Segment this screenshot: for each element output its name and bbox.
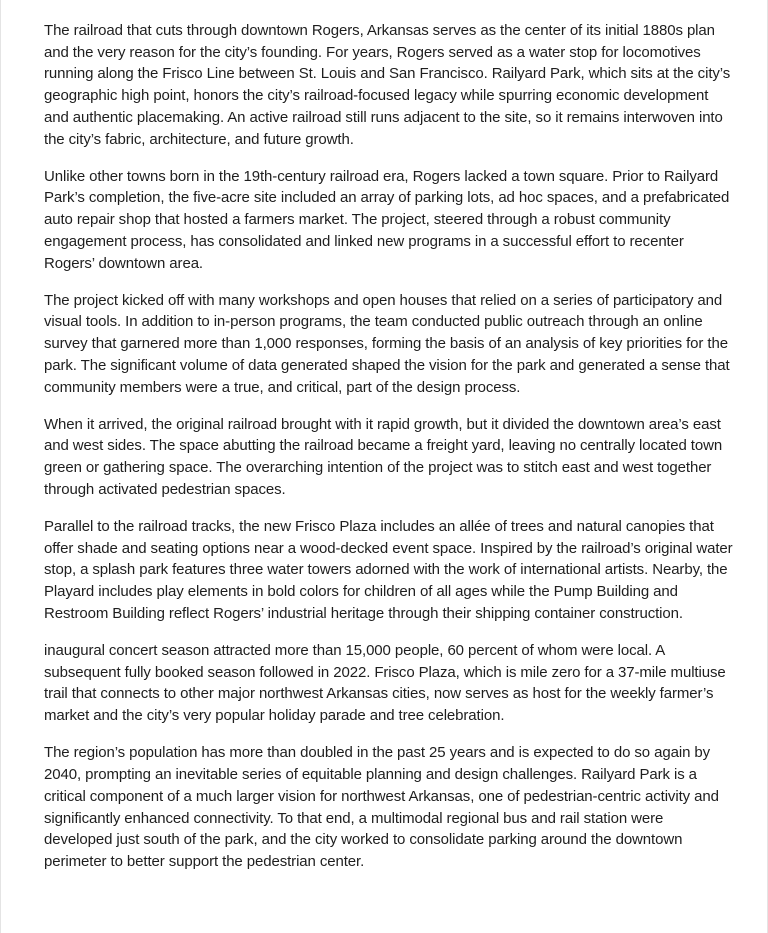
- paragraph-railroad-history: The railroad that cuts through downtown Rogers, Arkansas serves as the center of its initial 1880s plan and the very reason for the city’s founding. For years, Rogers served as a water stop for locomotives running along the Frisco Line between St. Louis and San Francisco. Railyard Park, which sits at the city’s geographic high point, honors the city’s railroad-focused legacy while spurring economic development and authentic placemaking. An active railroad still runs adjacent to the site, so it remains interwoven into the city’s fabric, architecture, and future growth.: [44, 22, 731, 148]
- paragraph-frisco-plaza: Parallel to the railroad tracks, the new Frisco Plaza includes an allée of trees and natural canopies that offer shade and seating options near a wood-decked event space. Inspired by the railroad’s original water stop, a splash park features three water towers adorned with the work of international artists. Nearby, the Playard includes play elements in bold colors for children of all ages while the Pump Building and Restroom Building reflect Rogers’ industrial heritage through their shipping container construction.: [44, 518, 733, 622]
- article-body: [44, 20, 734, 888]
- paragraph-community-engagement: The project kicked off with many workshops and open houses that relied on a series of participatory and visual tools. In addition to in-person programs, the team conducted public outreach through an online survey that garnered more than 1,000 responses, forming the basis of an analysis of key priorities for the park. The significant volume of data generated shaped the vision for the park and generated a sense that community members were a true, and critical, part of the design process.: [44, 291, 730, 396]
- paragraph-concert-season: inaugural concert season attracted more than 15,000 people, 60 percent of whom were local. A subsequent fully booked season followed in 2022. Frisco Plaza, which is mile zero for a 37-mile multiuse trail that connects to other major northwest Arkansas cities, now serves as host for the weekly farmer’s market and the city’s very popular holiday parade and tree celebration.: [44, 642, 726, 725]
- paragraph-regional-growth: The region’s population has more than doubled in the past 25 years and is expected to do so again by 2040, prompting an inevitable series of equitable planning and design challenges. Railyard Park is a critical component of a much larger vision for northwest Arkansas, one of pedestrian-centric activity and significantly enhanced connectivity. To that end, a multimodal regional bus and rail station were developed just south of the park, and the city worked to consolidate parking around the downtown perimeter to better support the pedestrian center.: [44, 744, 719, 870]
- paragraph-town-square: Unlike other towns born in the 19th-century railroad era, Rogers lacked a town square. Prior to Railyard Park’s completion, the five-acre site included an array of parking lots, ad hoc spaces, and a prefabricated auto repair shop that hosted a farmers market. The project, steered through a robust community engagement process, has consolidated and linked new programs in a successful effort to recenter Rogers’ downtown area.: [44, 167, 730, 272]
- paragraph-divided-downtown: When it arrived, the original railroad brought with it rapid growth, but it divided the downtown area’s east and west sides. The space abutting the railroad became a freight yard, leaving no centrally located town green or gathering space. The overarching intention of the project was to stitch east and west together through activated pedestrian spaces.: [44, 415, 723, 498]
